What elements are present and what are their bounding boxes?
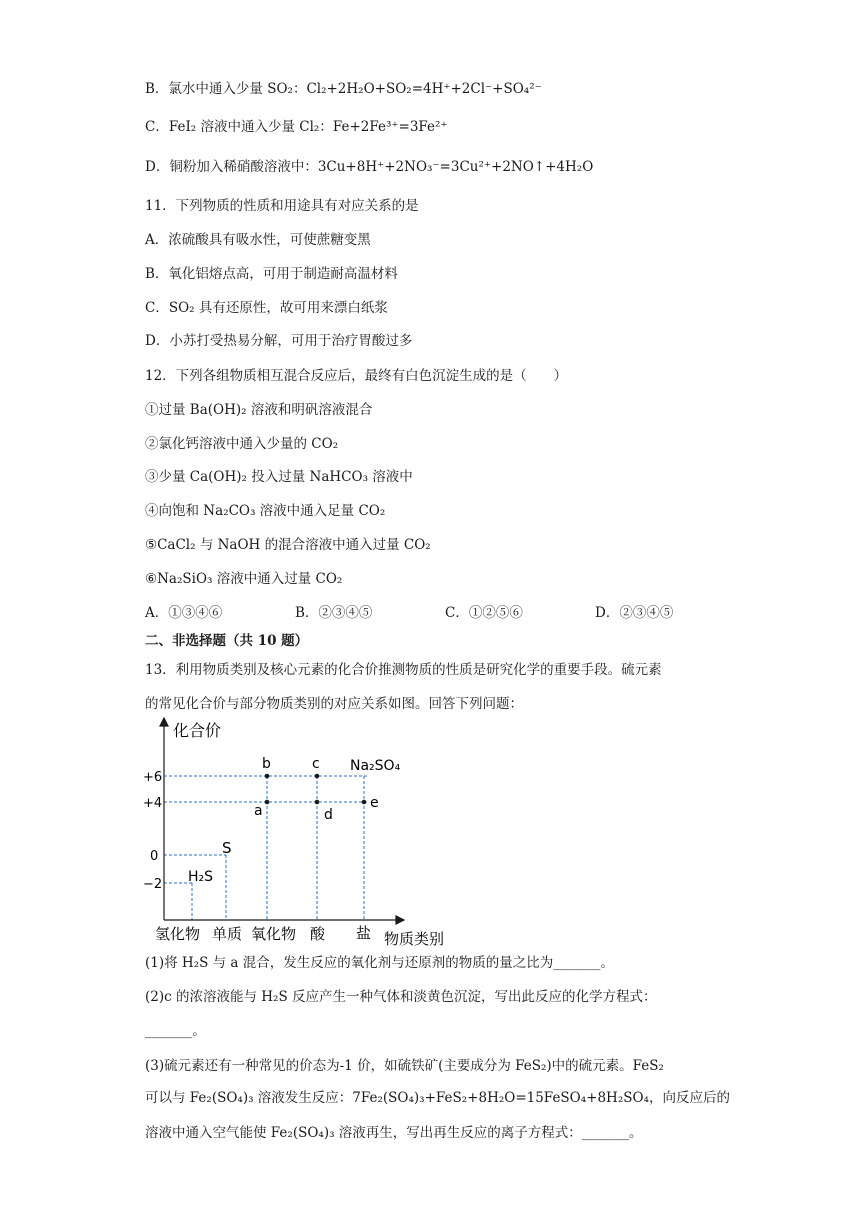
q11-option-a: A．浓硫酸具有吸水性，可使蔗糖变黑: [145, 232, 371, 248]
q13-sub2-line1: (2)c 的浓溶液能与 H₂S 反应产生一种气体和淡黄色沉淀，写出此反应的化学方程式：: [145, 989, 657, 1005]
valence-diagram: [140, 716, 445, 948]
q12-option-d: D．②③④⑤: [595, 605, 674, 621]
q10-option-d: D．铜粉加入稀硝酸溶液中：3Cu+8H⁺+2NO₃⁻=3Cu²⁺+2NO↑+4H₂O: [145, 159, 594, 175]
q13-sub3-line2: 可以与 Fe₂(SO₄)₃ 溶液发生反应：7Fe₂(SO₄)₃+FeS₂+8H₂O=15FeSO₄+8H₂SO₄，向反应后的: [145, 1090, 730, 1106]
q12-options: [145, 603, 715, 623]
x-cat-acid: 酸: [310, 925, 326, 943]
q11-option-d: D．小苏打受热易分解，可用于治疗胃酸过多: [145, 333, 413, 349]
y-axis-title: 化合价: [173, 721, 222, 740]
label-b: b: [262, 756, 271, 772]
q12-item-6: ⑥Na₂SiO₃ 溶液中通入过量 CO₂: [145, 571, 343, 587]
y-tick-plus6: +6: [143, 770, 163, 785]
data-points: [265, 774, 367, 805]
q12-item-3: ③少量 Ca(OH)₂ 投入过量 NaHCO₃ 溶液中: [145, 469, 413, 485]
point-c: [315, 774, 320, 779]
q10-option-c: C．FeI₂ 溶液中通入少量 Cl₂：Fe+2Fe³⁺=3Fe²⁺: [145, 119, 448, 135]
label-na2so4: Na₂SO₄: [350, 758, 401, 774]
q13-sub3-line1: (3)硫元素还有一种常见的价态为-1 价，如硫铁矿(主要成分为 FeS₂)中的硫元素。FeS₂: [145, 1058, 664, 1074]
label-c: c: [312, 756, 320, 772]
q12-option-c: C．①②⑤⑥: [445, 605, 523, 621]
label-h2s: H₂S: [188, 869, 214, 885]
q12-item-2: ②氯化钙溶液中通入少量的 CO₂: [145, 436, 339, 452]
section-heading: 二、非选择题（共 10 题）: [145, 633, 309, 649]
label-d: d: [324, 807, 333, 823]
dashed-guides: [164, 776, 368, 920]
x-cat-salt: 盐: [356, 924, 372, 942]
y-axis-arrow: [160, 718, 168, 726]
point-e: [362, 800, 367, 805]
q12-stem: 12．下列各组物质相互混合反应后，最终有白色沉淀生成的是（ ）: [145, 368, 568, 384]
x-cat-hydride: 氢化物: [155, 925, 201, 943]
q13-stem-line2: 的常见化合价与部分物质类别的对应关系如图。回答下列问题：: [145, 696, 523, 712]
q12-option-a: A．①③④⑥: [145, 605, 223, 621]
y-tick-minus2: −2: [143, 877, 163, 892]
point-b: [265, 774, 270, 779]
label-a: a: [254, 803, 263, 819]
q13-sub1: (1)将 H₂S 与 a 混合，发生反应的氧化剂与还原剂的物质的量之比为_______。: [145, 955, 615, 971]
point-d: [315, 800, 320, 805]
x-axis-arrow: [396, 916, 404, 924]
q12-option-b: B．②③④⑤: [295, 605, 373, 621]
y-tick-zero: 0: [150, 849, 159, 864]
x-cat-oxide: 氧化物: [251, 925, 297, 943]
label-s: S: [222, 839, 232, 857]
q13-sub3-line3: 溶液中通入空气能使 Fe₂(SO₄)₃ 溶液再生，写出再生反应的离子方程式：_______。: [145, 1125, 643, 1141]
q11-stem: 11．下列物质的性质和用途具有对应关系的是: [145, 198, 419, 214]
x-axis-title: 物质类别: [384, 930, 445, 948]
q13-sub2-line2: _______。: [145, 1023, 206, 1039]
q12-item-1: ①过量 Ba(OH)₂ 溶液和明矾溶液混合: [145, 402, 373, 418]
q11-option-c: C．SO₂ 具有还原性，故可用来漂白纸浆: [145, 300, 388, 316]
q10-option-b: B．氯水中通入少量 SO₂：Cl₂+2H₂O+SO₂=4H⁺+2Cl⁻+SO₄²⁻: [145, 81, 542, 97]
label-e: e: [370, 795, 379, 811]
q11-option-b: B．氧化铝熔点高，可用于制造耐高温材料: [145, 266, 398, 282]
point-a: [265, 800, 270, 805]
q12-item-4: ④向饱和 Na₂CO₃ 溶液中通入足量 CO₂: [145, 503, 386, 519]
q13-stem-line1: 13．利用物质类别及核心元素的化合价推测物质的性质是研究化学的重要手段。硫元素: [145, 662, 662, 678]
q12-item-5: ⑤CaCl₂ 与 NaOH 的混合溶液中通入过量 CO₂: [145, 537, 431, 553]
x-cat-element: 单质: [212, 925, 243, 943]
y-tick-plus4: +4: [143, 796, 163, 811]
